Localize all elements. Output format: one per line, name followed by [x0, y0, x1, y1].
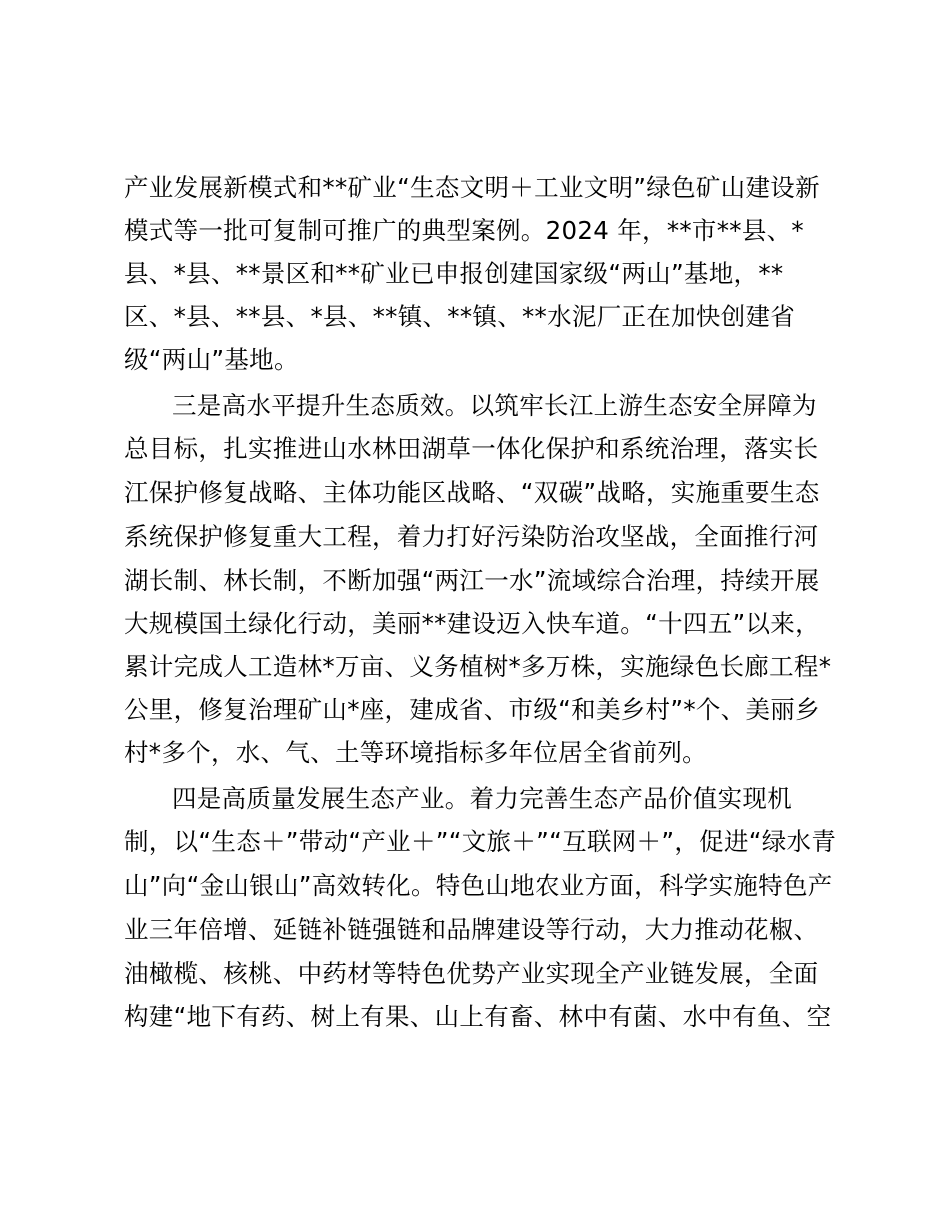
text-line: 湖长制、林长制，不断加强“两江一水”流域综合治理，持续开展 — [124, 566, 820, 595]
text-line: 山”向“金山银山”高效转化。特色山地农业方面，科学实施特色产 — [124, 871, 833, 900]
text-line: 油橄榄、核桃、中药材等特色优势产业实现全产业链发展，全面 — [124, 959, 819, 988]
text-line: 产业发展新模式和**矿业“生态文明＋工业文明”绿色矿山建设新 — [124, 173, 820, 202]
paragraph-heading-line: 三是高水平提升生态质效。以筑牢长江上游生态安全屏障为 — [172, 391, 817, 420]
text-line: 区、*县、**县、*县、**镇、**镇、**水泥厂正在加快创建省 — [124, 302, 796, 331]
text-line: 公里，修复治理矿山*座，建成省、市级“和美乡村”*个、美丽乡 — [124, 695, 820, 724]
text-line: 大规模国土绿化行动，美丽**建设迈入快车道。“十四五”以来， — [124, 609, 820, 638]
text-line: 制，以“生态＋”带动“产业＋”“文旅＋”“互联网＋”，促进“绿水青 — [124, 827, 837, 856]
text-line: 村*多个，水、气、土等环境指标多年位居全省前列。 — [124, 738, 707, 767]
paragraph-heading-line: 四是高质量发展生态产业。着力完善生态产品价值实现机 — [172, 784, 792, 813]
text-line: 县、*县、**景区和**矿业已申报创建国家级“两山”基地，** — [124, 259, 784, 288]
text-line: 模式等一批可复制可推广的典型案例。2024 年，**市**县、* — [124, 216, 804, 245]
text-line: 累计完成人工造林*万亩、义务植树*多万株，实施绿色长廊工程* — [124, 652, 832, 681]
text-line: 江保护修复战略、主体功能区战略、“双碳”战略，实施重要生态 — [124, 478, 820, 507]
text-line: 总目标，扎实推进山水林田湖草一体化保护和系统治理，落实长 — [124, 434, 819, 463]
text-line: 级“两山”基地。 — [124, 345, 299, 374]
text-line: 构建“地下有药、树上有果、山上有畜、林中有菌、水中有鱼、空 — [124, 1002, 832, 1031]
text-line: 系统保护修复重大工程，着力打好污染防治攻坚战，全面推行河 — [124, 522, 819, 551]
text-line: 业三年倍增、延链补链强链和品牌建设等行动，大力推动花椒、 — [124, 915, 819, 944]
